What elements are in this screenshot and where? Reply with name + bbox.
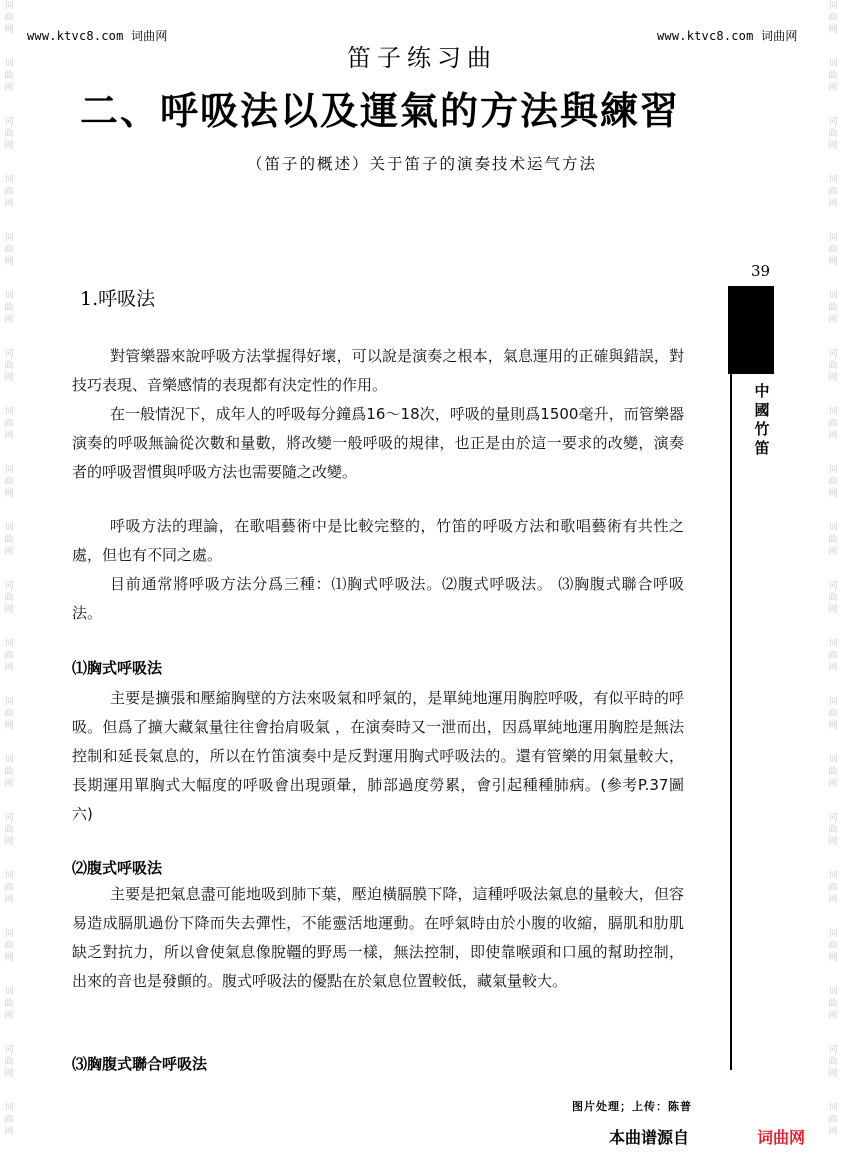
watermark-mark: 词 曲 网 bbox=[4, 117, 14, 151]
watermark-mark: 词 曲 网 bbox=[4, 465, 14, 499]
watermark-mark: 词 曲 网 bbox=[4, 929, 14, 963]
watermark-mark: 词 曲 网 bbox=[828, 871, 838, 905]
watermark-mark: 词 曲 网 bbox=[4, 697, 14, 731]
watermark-mark: 词 曲 网 bbox=[828, 987, 838, 1021]
margin-rule bbox=[730, 286, 732, 1070]
watermark-mark: 词 曲 网 bbox=[828, 697, 838, 731]
collection-title: 笛子练习曲 bbox=[347, 44, 497, 72]
watermark-mark: 词 曲 网 bbox=[828, 1103, 838, 1137]
watermark-mark: 词 曲 网 bbox=[828, 755, 838, 789]
watermark-url-left: www.ktvc8.com 词曲网 bbox=[27, 29, 168, 43]
watermark-mark: 词 曲 网 bbox=[4, 407, 14, 441]
watermark-url-right: www.ktvc8.com 词曲网 bbox=[657, 29, 798, 43]
watermark-mark: 词 曲 网 bbox=[828, 813, 838, 847]
watermark-mark: 词 曲 网 bbox=[4, 1, 14, 35]
watermark-mark: 词 曲 网 bbox=[4, 291, 14, 325]
watermark-mark: 词 曲 网 bbox=[828, 1045, 838, 1079]
watermark-mark: 词 曲 网 bbox=[828, 929, 838, 963]
watermark-mark: 词 曲 网 bbox=[828, 465, 838, 499]
source-label: 本曲谱源自 bbox=[609, 1128, 690, 1147]
watermark-mark: 词 曲 网 bbox=[4, 987, 14, 1021]
page-number: 39 bbox=[751, 262, 771, 280]
watermark-mark: 词 曲 网 bbox=[828, 117, 838, 151]
watermark-mark: 词 曲 网 bbox=[4, 813, 14, 847]
paragraph: 對管樂器來說呼吸方法掌握得好壞，可以說是演奏之根本，氣息運用的正確與錯誤，對技巧表現、音樂感情的表現都有決定性的作用。 bbox=[72, 347, 684, 394]
paragraph: 在一般情況下，成年人的呼吸每分鐘爲16～18次，呼吸的量則爲1500毫升，而管樂器演奏的呼吸無論從次數和量數，將改變一般呼吸的規律，也正是由於這一要求的改變，演奏者的呼吸習慣與呼吸方法也需要隨之改變。 bbox=[72, 405, 684, 481]
watermark-column-right bbox=[824, 0, 842, 1173]
watermark-mark: 词 曲 网 bbox=[4, 639, 14, 673]
watermark-mark: 词 曲 网 bbox=[828, 291, 838, 325]
watermark-mark: 词 曲 网 bbox=[828, 59, 838, 93]
watermark-mark: 词 曲 网 bbox=[4, 871, 14, 905]
watermark-mark: 词 曲 网 bbox=[828, 175, 838, 209]
watermark-column-left bbox=[0, 0, 18, 1173]
section-heading: 1.呼吸法 bbox=[80, 288, 156, 310]
watermark-mark: 词 曲 网 bbox=[4, 755, 14, 789]
watermark-mark: 词 曲 网 bbox=[4, 1045, 14, 1079]
watermark-mark: 词 曲 网 bbox=[4, 523, 14, 557]
watermark-mark: 词 曲 网 bbox=[4, 233, 14, 267]
watermark-mark: 词 曲 网 bbox=[4, 59, 14, 93]
watermark-mark: 词 曲 网 bbox=[4, 349, 14, 383]
image-credit: 图片处理；上传：陈普 bbox=[572, 1100, 692, 1113]
paragraph: 呼吸方法的理論，在歌唱藝術中是比較完整的，竹笛的呼吸方法和歌唱藝術有共性之處，但也有不同之處。 bbox=[72, 517, 684, 564]
chapter-subtitle: （笛子的概述）关于笛子的演奏技术运气方法 bbox=[246, 155, 597, 173]
subsection-heading: ⑵腹式呼吸法 bbox=[72, 859, 163, 877]
watermark-mark: 词 曲 网 bbox=[828, 349, 838, 383]
section-tab-marker bbox=[728, 286, 774, 374]
watermark-mark: 词 曲 网 bbox=[828, 581, 838, 615]
watermark-mark: 词 曲 网 bbox=[4, 1103, 14, 1137]
source-brand: 词曲网 bbox=[757, 1128, 806, 1147]
side-label: 中國竹笛 bbox=[754, 382, 770, 457]
watermark-mark: 词 曲 网 bbox=[828, 639, 838, 673]
paragraph: 目前通常將呼吸方法分爲三種：⑴胸式呼吸法。⑵腹式呼吸法。 ⑶胸腹式聯合呼吸法。 bbox=[72, 575, 684, 622]
chapter-title: 二、呼吸法以及運氣的方法與練習 bbox=[80, 88, 681, 133]
subsection-heading: ⑶胸腹式聯合呼吸法 bbox=[72, 1055, 208, 1073]
paragraph: 主要是把氣息盡可能地吸到肺下葉，壓迫橫膈膜下降，這種呼吸法氣息的量較大，但容易造成膈肌過份下降而失去彈性，不能靈活地運動。在呼氣時由於小腹的收縮，膈肌和肋肌缺乏對抗力，所以會使氣息像脫韁的野馬一樣，無法控制，即使靠喉頭和口風的幫助控制，出來的音也是發顫的。腹式呼吸法的優點在於氣息位置較低，藏氣量較大。 bbox=[72, 885, 684, 990]
watermark-mark: 词 曲 网 bbox=[4, 581, 14, 615]
watermark-mark: 词 曲 网 bbox=[828, 523, 838, 557]
paragraph: 主要是擴張和壓縮胸壁的方法來吸氣和呼氣的，是單純地運用胸腔呼吸，有似平時的呼吸。但爲了擴大藏氣量往往會抬肩吸氣 ，在演奏時又一泄而出，因爲單純地運用胸腔是無法控制和延長氣息的，所以在竹笛演奏中是反對運用胸式呼吸法的。還有管樂的用氣量較大，長期運用單胸式大幅度的呼吸會出現頭暈，肺部過度勞累，會引起種種肺病。(參考P.37圖六) bbox=[72, 689, 684, 823]
watermark-mark: 词 曲 网 bbox=[828, 233, 838, 267]
subsection-heading: ⑴胸式呼吸法 bbox=[72, 659, 163, 677]
watermark-mark: 词 曲 网 bbox=[828, 407, 838, 441]
watermark-mark: 词 曲 网 bbox=[828, 1, 838, 35]
watermark-mark: 词 曲 网 bbox=[4, 175, 14, 209]
